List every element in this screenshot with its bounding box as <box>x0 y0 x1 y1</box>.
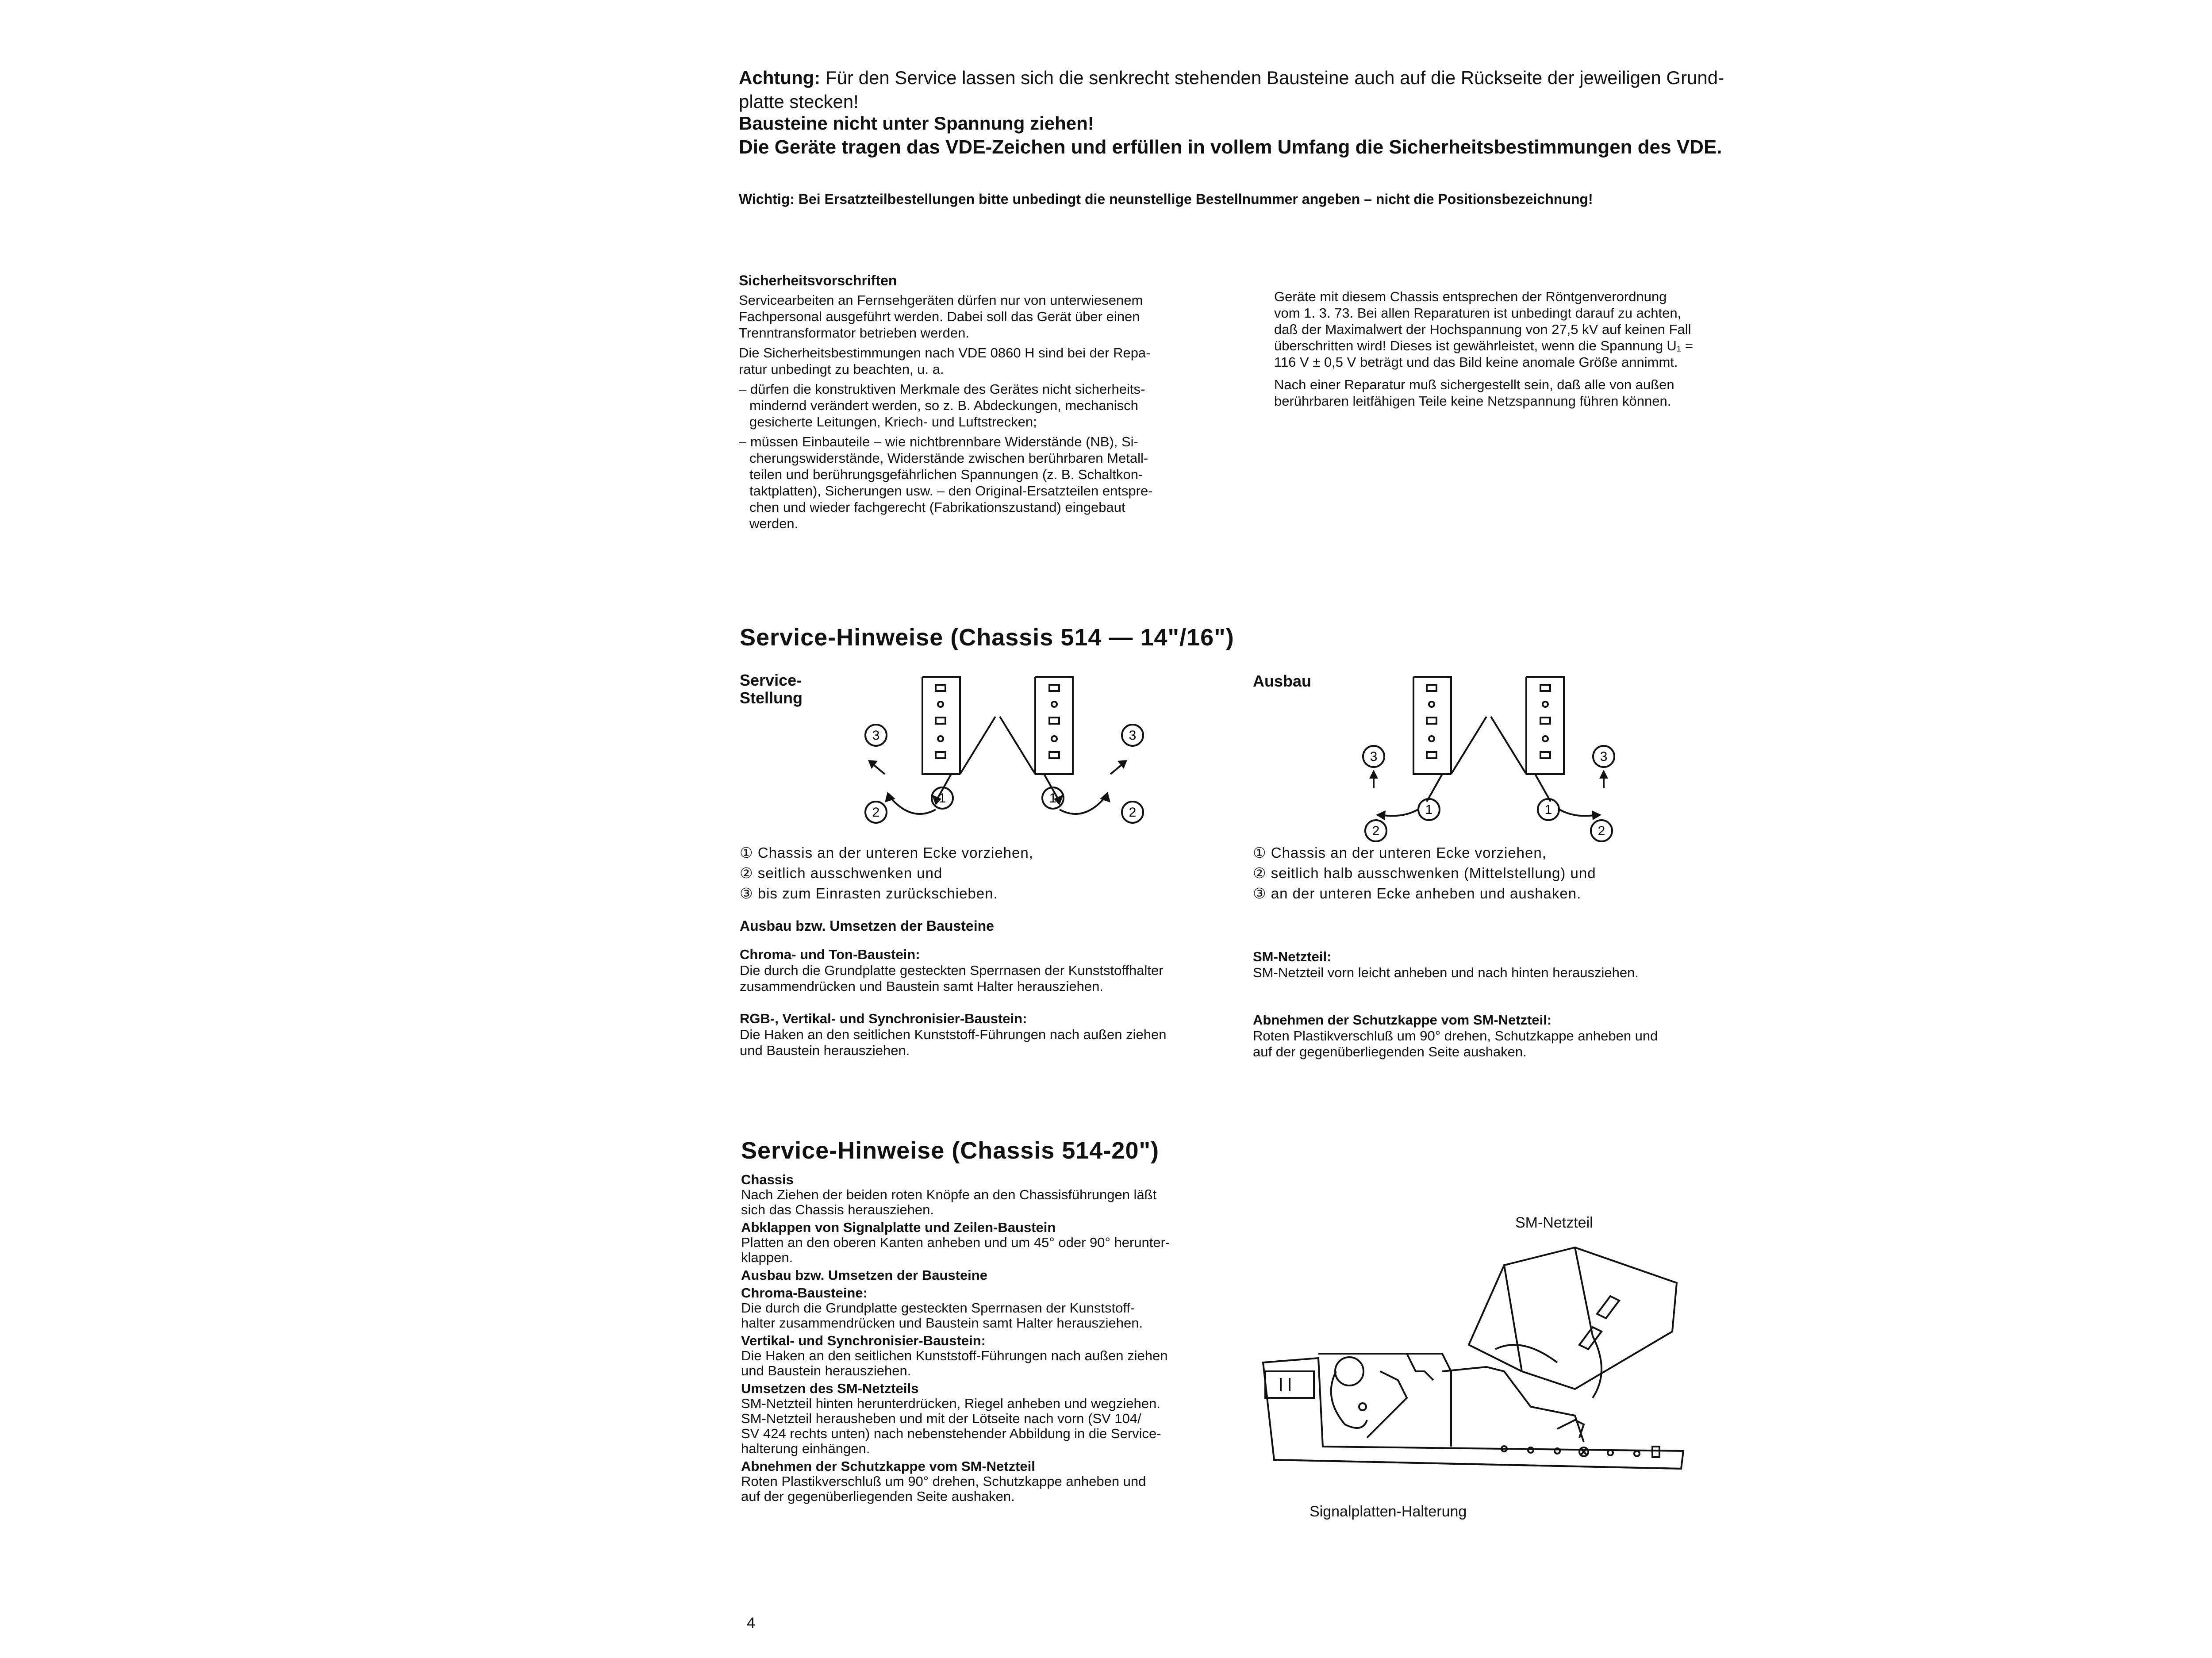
chassis-20-text <box>741 1172 1237 1504</box>
num-1-left: 1 <box>938 791 946 806</box>
info-line: Platten an den oberen Kanten anheben und um 45° oder 90° herunter- <box>741 1235 1170 1250</box>
info-line: halterung einhängen. <box>741 1441 870 1456</box>
chroma-ton-para <box>740 947 1164 994</box>
num-2-left: 2 <box>1372 824 1380 838</box>
safety-left-line: ratur unbedingt zu beachten, u. a. <box>739 361 944 377</box>
info-line: SM-Netzteil hinten herunterdrücken, Riegel anheben und wegziehen. <box>741 1396 1160 1411</box>
achtung-line-2: platte stecken! <box>739 91 859 112</box>
info-line: SM-Netzteil herausheben und mit der Lötseite nach vorn (SV 104/ <box>741 1411 1141 1426</box>
info-line: Roten Plastikverschluß um 90° drehen, Schutzkappe anheben und <box>741 1474 1146 1489</box>
right-steps <box>1253 843 1596 904</box>
safety-left-line: mindernd verändert werden, so z. B. Abdeckungen, mechanisch <box>749 398 1138 413</box>
info-line: Die durch die Grundplatte gesteckten Sperrnasen der Kunststoff- <box>741 1300 1135 1316</box>
arrow-2-left <box>889 796 936 814</box>
safety-left-line: cherungswiderstände, Widerstände zwischen berührbaren Metall- <box>749 450 1148 466</box>
info-para <box>741 1268 1237 1283</box>
warning-vde: Die Geräte tragen das VDE-Zeichen und erfüllen in vollem Umfang die Sicherheitsbestimmungen des VDE. <box>739 136 1722 158</box>
safety-right-line: 116 V ± 0,5 V beträgt und das Bild keine anomale Größe annimmt. <box>1274 354 1678 370</box>
safety-right-line: Nach einer Reparatur muß sichergestellt sein, daß alle von außen <box>1274 377 1674 392</box>
safety-left-line: teilen und berührungsgefährlichen Spannungen (z. B. Schaltkon- <box>749 467 1143 482</box>
info-line: Nach Ziehen der beiden roten Knöpfe an den Chassisführungen läßt <box>741 1187 1157 1202</box>
info-para <box>741 1333 1237 1378</box>
safety-left-line: werden. <box>749 516 799 531</box>
sm-netzteil-figure <box>1256 1239 1699 1504</box>
safety-right-line: daß der Maximalwert der Hochspannung von 27,5 kV auf keinen Fall <box>1274 322 1691 337</box>
schutzkappe-heading: Abnehmen der Schutzkappe vom SM-Netzteil: <box>1253 1012 1552 1028</box>
info-line: sich das Chassis herausziehen. <box>741 1202 934 1217</box>
step-line: ③ bis zum Einrasten zurückschieben. <box>740 885 998 902</box>
info-para <box>741 1172 1237 1217</box>
info-line: klappen. <box>741 1250 793 1265</box>
num-3-left: 3 <box>872 728 880 743</box>
wichtig-note: Wichtig: Bei Ersatzteilbestellungen bitte unbedingt die neunstellige Bestellnummer angeben – nicht die Positionsbezeichnung! <box>739 191 1593 207</box>
info-para <box>741 1381 1237 1456</box>
info-heading: Vertikal- und Synchronisier-Baustein: <box>741 1333 986 1348</box>
service-stellung-label <box>740 672 803 707</box>
info-line: halter zusammendrücken und Baustein samt Halter herausziehen. <box>741 1315 1143 1331</box>
safety-left-line: – dürfen die konstruktiven Merkmale des Gerätes nicht sicherheits- <box>739 381 1145 397</box>
section-title-514: Service-Hinweise (Chassis 514 — 14"/16") <box>740 624 1234 651</box>
rail <box>1263 1358 1683 1469</box>
num-2-right: 2 <box>1129 805 1137 820</box>
num-3-right: 3 <box>1129 728 1137 743</box>
left-steps <box>740 843 1033 904</box>
info-heading: Chroma-Bausteine: <box>741 1285 868 1301</box>
chroma-ton-heading: Chroma- und Ton-Baustein: <box>740 947 920 962</box>
rgb-para <box>740 1011 1167 1059</box>
sm-netzteil-box <box>1469 1247 1677 1389</box>
para-line: auf der gegenüberliegenden Seite aushaken. <box>1253 1044 1527 1059</box>
board-right <box>1000 717 1035 774</box>
info-heading: Ausbau bzw. Umsetzen der Bausteine <box>741 1267 987 1283</box>
safety-left-column <box>739 292 1225 532</box>
para-line: und Baustein herausziehen. <box>740 1043 910 1058</box>
ausbau-umsetzen-heading: Ausbau bzw. Umsetzen der Bausteine <box>740 918 994 934</box>
info-para <box>741 1286 1237 1331</box>
safety-right-column <box>1274 288 1761 409</box>
sm-netzteil-para <box>1253 949 1639 981</box>
rgb-heading: RGB-, Vertikal- und Synchronisier-Baustein: <box>740 1011 1027 1026</box>
para-line: Roten Plastikverschluß um 90° drehen, Schutzkappe anheben und <box>1253 1028 1658 1044</box>
safety-left-line: Trenntransformator betrieben werden. <box>739 325 969 341</box>
schutzkappe-para <box>1253 1012 1658 1060</box>
para-line: Die durch die Grundplatte gesteckten Sperrnasen der Kunststoffhalter <box>740 963 1164 978</box>
safety-left-line: – müssen Einbauteile – wie nichtbrennbare Widerstände (NB), Si- <box>739 434 1138 449</box>
achtung-line-1 <box>739 66 1724 89</box>
service-stellung-diagram <box>841 664 1177 841</box>
fig-label-sm-netzteil: SM-Netzteil <box>1515 1214 1593 1231</box>
num-1-right: 1 <box>1049 791 1057 806</box>
signal-plate-holder <box>1318 1354 1451 1447</box>
service-stellung-label-2: Stellung <box>740 689 803 707</box>
para-line: SM-Netzteil vorn leicht anheben und nach hinten herausziehen. <box>1253 965 1639 980</box>
num-1-left: 1 <box>1425 802 1433 817</box>
info-line: und Baustein herausziehen. <box>741 1363 911 1378</box>
page-number: 4 <box>747 1615 755 1631</box>
safety-right-line: vom 1. 3. 73. Bei allen Reparaturen ist unbedingt darauf zu achten, <box>1274 305 1682 321</box>
info-heading: Chassis <box>741 1172 794 1187</box>
service-stellung-label-1: Service- <box>740 671 802 689</box>
sm-netzteil-heading: SM-Netzteil: <box>1253 949 1332 964</box>
para-line: zusammendrücken und Baustein samt Halter herausziehen. <box>740 979 1103 994</box>
safety-right-line: Geräte mit diesem Chassis entsprechen der Röntgenverordnung <box>1274 289 1667 304</box>
num-2-left: 2 <box>872 805 880 820</box>
safety-left-line: gesicherte Leitungen, Kriech- und Luftstrecken; <box>749 414 1037 430</box>
safety-left-line: taktplatten), Sicherungen usw. – den Original-Ersatzteilen entspre- <box>749 483 1153 499</box>
fig-label-signalplatten: Signalplatten-Halterung <box>1310 1503 1467 1520</box>
board-left <box>960 717 995 774</box>
warning-no-voltage: Bausteine nicht unter Spannung ziehen! <box>739 113 1094 134</box>
safety-right-line: berührbaren leitfähigen Teile keine Netzspannung führen können. <box>1274 393 1671 409</box>
safety-left-line: Die Sicherheitsbestimmungen nach VDE 0860 H sind bei der Repa- <box>739 345 1151 361</box>
safety-left-line: Fachpersonal ausgeführt werden. Dabei soll das Gerät über einen <box>739 309 1140 324</box>
step-line: ① Chassis an der unteren Ecke vorziehen, <box>1253 844 1547 861</box>
achtung-text: Für den Service lassen sich die senkrecht stehenden Bausteine auch auf die Rückseite der jeweiligen Grund- <box>820 67 1724 88</box>
step-line: ③ an der unteren Ecke anheben und aushaken. <box>1253 885 1582 902</box>
num-3-left: 3 <box>1370 749 1378 764</box>
info-para <box>741 1459 1237 1504</box>
info-para <box>741 1220 1237 1265</box>
step-line: ① Chassis an der unteren Ecke vorziehen, <box>740 844 1033 861</box>
step-line: ② seitlich ausschwenken und <box>740 865 943 881</box>
ausbau-label: Ausbau <box>1253 672 1312 690</box>
safety-left-line: Servicearbeiten an Fernsehgeräten dürfen nur von unterwiesenem <box>739 292 1143 308</box>
num-1-right: 1 <box>1544 802 1552 817</box>
safety-heading: Sicherheitsvorschriften <box>739 272 897 288</box>
num-2-right: 2 <box>1598 824 1605 838</box>
section-title-514-20: Service-Hinweise (Chassis 514-20") <box>741 1137 1160 1164</box>
arrow-2-right <box>1060 796 1106 814</box>
info-line: auf der gegenüberliegenden Seite aushaken. <box>741 1489 1015 1504</box>
para-line: Die Haken an den seitlichen Kunststoff-Führungen nach außen ziehen <box>740 1027 1167 1042</box>
safety-left-line: chen und wieder fachgerecht (Fabrikationszustand) eingebaut <box>749 499 1125 515</box>
safety-right-line: überschritten wird! Dieses ist gewährleistet, wenn die Spannung U₁ = <box>1274 338 1693 353</box>
num-3-right: 3 <box>1600 749 1608 764</box>
info-line: SV 424 rechts unten) nach nebenstehender Abbildung in die Service- <box>741 1426 1161 1441</box>
achtung-label: Achtung: <box>739 67 821 88</box>
info-heading: Abnehmen der Schutzkappe vom SM-Netzteil <box>741 1458 1035 1474</box>
info-heading: Umsetzen des SM-Netzteils <box>741 1381 919 1396</box>
info-heading: Abklappen von Signalplatte und Zeilen-Baustein <box>741 1220 1056 1235</box>
step-line: ② seitlich halb ausschwenken (Mittelstellung) und <box>1253 865 1596 881</box>
ausbau-diagram <box>1332 664 1668 849</box>
info-line: Die Haken an den seitlichen Kunststoff-Führungen nach außen ziehen <box>741 1348 1168 1363</box>
